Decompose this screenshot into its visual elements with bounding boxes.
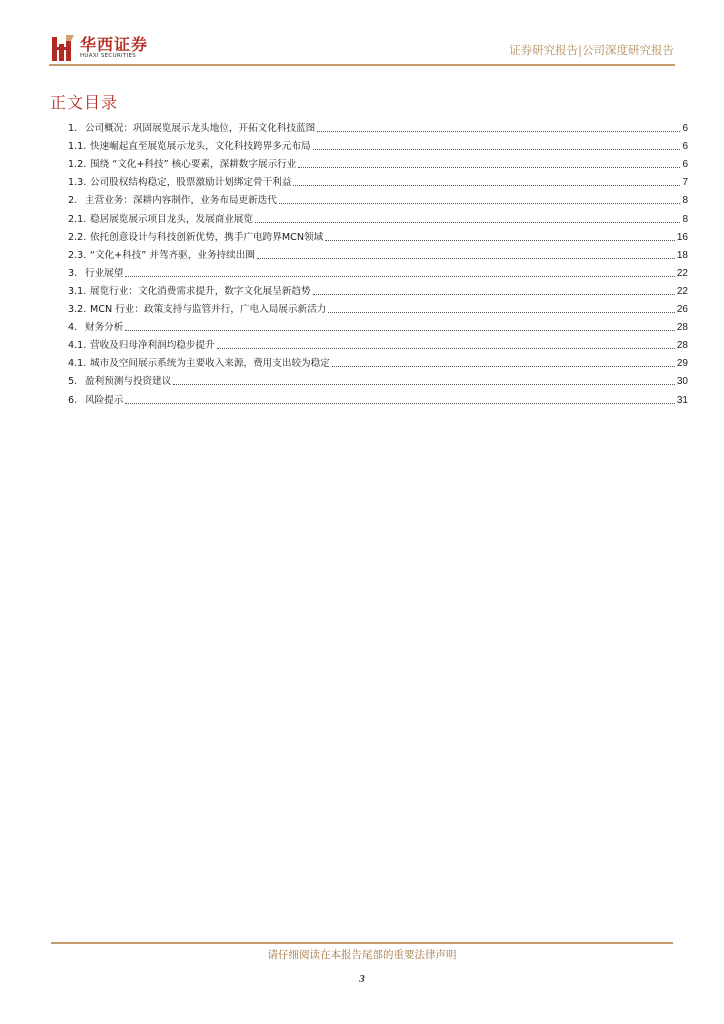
toc-entry-title: 公司股权结构稳定，股票激励计划绑定骨干利益 — [90, 177, 292, 189]
toc-entry-number: 3.1. — [68, 285, 87, 297]
toc-dot-leader — [317, 131, 680, 132]
toc-entry[interactable] — [68, 280, 688, 298]
toc-entry-number: 1.1. — [68, 141, 87, 153]
toc-entry-title: 行业展望 — [85, 267, 124, 279]
toc-entry-number: 1.3. — [68, 177, 87, 189]
toc-entry-title: 主营业务：深耕内容制作，业务布局更新迭代 — [85, 195, 277, 207]
toc-entry-title: “文化+科技” 并驾齐驱，业务持续出圈 — [90, 249, 255, 261]
toc-dot-leader — [125, 403, 675, 404]
toc-entry-number: 4.1. — [68, 340, 87, 352]
report-type-label: 证券研究报告|公司深度研究报告 — [509, 43, 674, 57]
toc-entry-number: 4.1. — [68, 358, 87, 370]
toc-entry-page: 29 — [676, 358, 688, 370]
legal-disclaimer-note: 请仔细阅读在本报告尾部的重要法律声明 — [267, 949, 457, 961]
toc-entry[interactable] — [68, 334, 688, 352]
toc-entry-number: 2.1. — [68, 213, 87, 225]
toc-entry-page: 18 — [676, 249, 688, 261]
toc-entry-number: 1.2. — [68, 159, 87, 171]
toc-entry-title: 风险提示 — [85, 394, 124, 406]
toc-entry-number: 2.2. — [68, 231, 87, 243]
toc-entry-title: 快速崛起直至展览展示龙头，文化科技跨界多元布局 — [90, 141, 311, 153]
toc-dot-leader — [255, 222, 680, 223]
toc-entry-title: 盈利预测与投资建议 — [85, 376, 172, 388]
page-number: 3 — [359, 973, 365, 985]
toc-entry-number: 3. — [68, 267, 78, 279]
toc-entry-page: 28 — [676, 340, 688, 352]
toc-entry[interactable] — [68, 189, 688, 207]
toc-entry-title: MCN 行业：政策支持与监管并行，广电入局展示新活力 — [90, 304, 327, 316]
toc-entry[interactable] — [68, 207, 688, 225]
toc-entry[interactable] — [68, 352, 688, 370]
toc-dot-leader — [279, 203, 681, 204]
toc-dot-leader — [328, 312, 675, 313]
toc-entry-page: 6 — [682, 159, 688, 171]
toc-entry-page: 8 — [682, 213, 688, 225]
toc-entry-page: 31 — [676, 394, 688, 406]
toc-dot-leader — [257, 258, 675, 259]
toc-entry-number: 4. — [68, 322, 78, 334]
toc-entry-title: 稳居展览展示项目龙头，发展商业展览 — [90, 213, 254, 225]
toc-entry-page: 22 — [676, 267, 688, 279]
toc-entry-number: 2.3. — [68, 249, 87, 261]
brand-name-en: HUAXI SECURITIES — [80, 53, 137, 59]
toc-entry[interactable] — [68, 298, 688, 316]
toc-entry-number: 3.2. — [68, 304, 87, 316]
toc-entry-page: 22 — [676, 285, 688, 297]
toc-dot-leader — [125, 276, 675, 277]
table-of-contents — [68, 117, 688, 407]
toc-dot-leader — [173, 384, 675, 385]
toc-entry-page: 30 — [676, 376, 688, 388]
toc-entry-title: 依托创意设计与科技创新优势，携手广电跨界MCN领域 — [90, 231, 324, 243]
toc-entry-page: 6 — [682, 141, 688, 153]
toc-entry-number: 5. — [68, 376, 78, 388]
toc-entry-title: 公司概况：巩固展览展示龙头地位，开拓文化科技蓝图 — [85, 123, 316, 135]
toc-entry-title: 展览行业：文化消费需求提升，数字文化展呈新趋势 — [90, 285, 311, 297]
toc-entry-page: 26 — [676, 304, 688, 316]
toc-title: 正文目录 — [50, 93, 119, 112]
footer-divider — [51, 942, 673, 944]
toc-entry-title: 营收及归母净利润均稳步提升 — [90, 340, 215, 352]
toc-dot-leader — [293, 185, 680, 186]
header-divider — [49, 64, 675, 66]
toc-entry-page: 8 — [682, 195, 688, 207]
toc-entry-title: 财务分析 — [85, 322, 124, 334]
toc-entry-page: 28 — [676, 322, 688, 334]
toc-entry[interactable] — [68, 244, 688, 262]
toc-entry[interactable] — [68, 117, 688, 135]
brand-name-cn: 华西证券 — [80, 35, 149, 54]
toc-entry[interactable] — [68, 171, 688, 189]
toc-entry-page: 16 — [676, 231, 688, 243]
toc-entry[interactable] — [68, 388, 688, 406]
toc-dot-leader — [298, 167, 680, 168]
toc-dot-leader — [313, 149, 681, 150]
toc-entry-page: 6 — [682, 123, 688, 135]
toc-entry-number: 6. — [68, 394, 78, 406]
toc-entry[interactable] — [68, 370, 688, 388]
toc-dot-leader — [217, 348, 675, 349]
toc-dot-leader — [332, 366, 675, 367]
toc-entry[interactable] — [68, 135, 688, 153]
toc-entry[interactable] — [68, 226, 688, 244]
toc-entry[interactable] — [68, 153, 688, 171]
toc-dot-leader — [125, 330, 675, 331]
toc-entry-page: 7 — [682, 177, 688, 189]
toc-entry-number: 2. — [68, 195, 78, 207]
toc-dot-leader — [313, 294, 675, 295]
toc-entry-title: 围绕 “文化+科技” 核心要素，深耕数字展示行业 — [90, 159, 297, 171]
toc-entry[interactable] — [68, 262, 688, 280]
toc-dot-leader — [325, 240, 675, 241]
huaxi-logo-icon — [52, 35, 74, 61]
toc-entry-number: 1. — [68, 123, 78, 135]
toc-entry-title: 城市及空间展示系统为主要收入来源，费用支出较为稳定 — [90, 358, 330, 370]
toc-entry[interactable] — [68, 316, 688, 334]
